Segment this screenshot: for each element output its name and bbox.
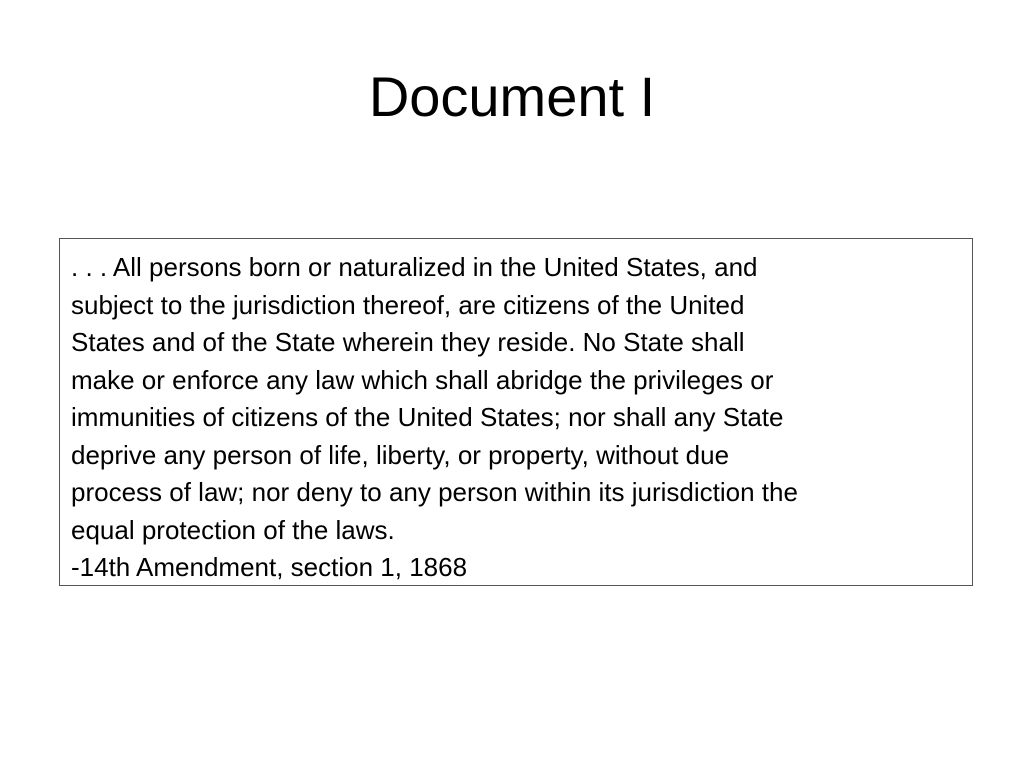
quote-citation: -14th Amendment, section 1, 1868 (71, 552, 468, 582)
quote-line: make or enforce any law which shall abridge the privileges or (71, 364, 774, 395)
quote-line: process of law; nor deny to any person within its jurisdiction the (71, 477, 798, 507)
quote-line: States and of the State wherein they reside. No State shall (71, 327, 745, 357)
quote-box (59, 238, 973, 586)
page-title: Document I (368, 65, 656, 128)
quote-line: equal protection of the laws. (71, 514, 395, 545)
quote-line: deprive any person of life, liberty, or property, without due (71, 439, 730, 470)
quote-line: subject to the jurisdiction thereof, are citizens of the United (71, 289, 745, 320)
quote-text (71, 249, 962, 587)
quote-line: . . . All persons born or naturalized in the United States, and (71, 252, 758, 282)
quote-line: immunities of citizens of the United States; nor shall any State (71, 402, 784, 432)
